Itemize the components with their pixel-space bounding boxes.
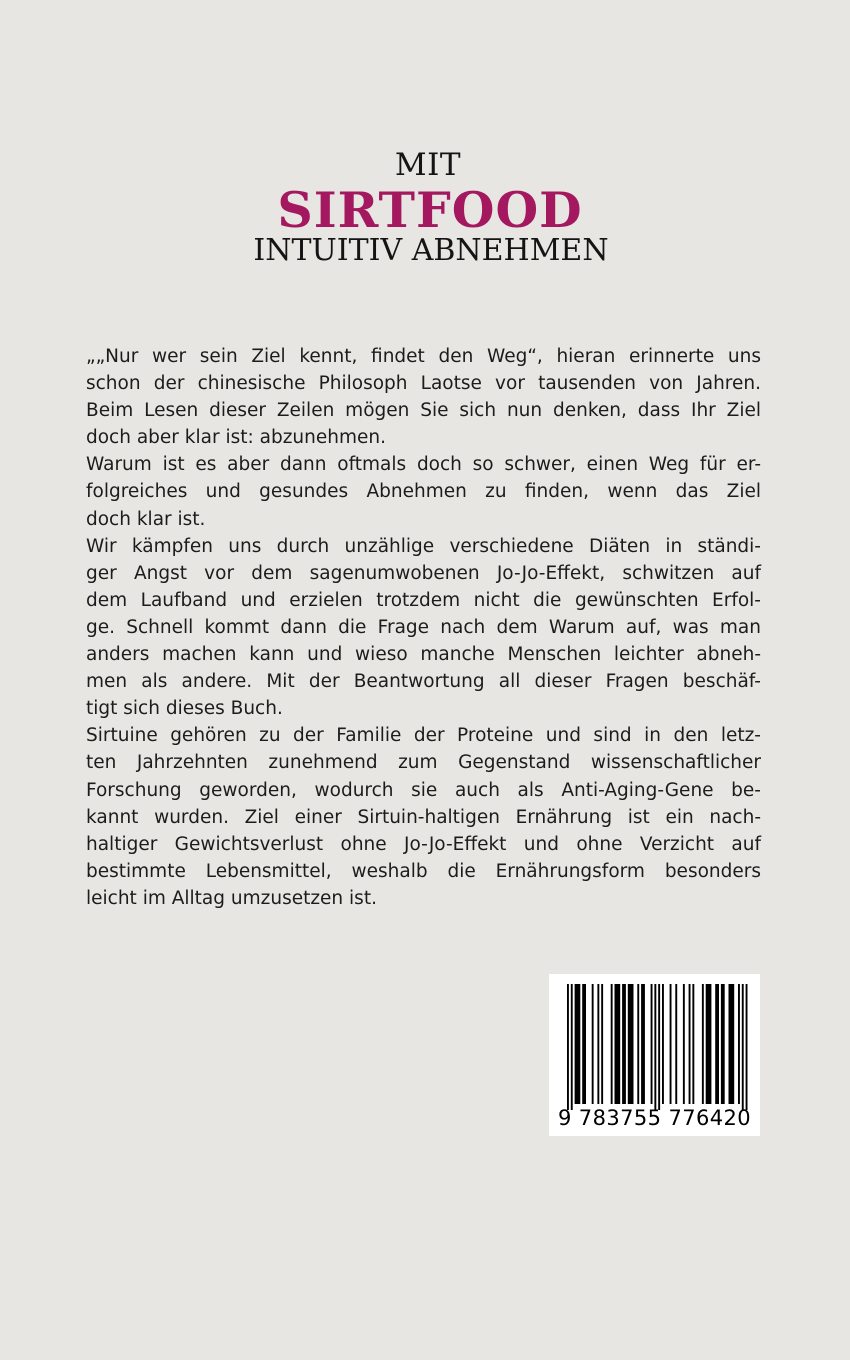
blurb-line: Warum ist es aber dann oftmals doch so schwer, einen Weg für er- (86, 454, 761, 476)
blurb-line: leicht im Alltag umzusetzen ist. (86, 887, 377, 909)
barcode-bar (654, 984, 656, 1110)
barcode-bar (702, 984, 704, 1104)
barcode-bar (567, 984, 569, 1110)
barcode-bar (729, 984, 735, 1104)
back-cover-blurb (86, 343, 761, 912)
barcode-bar (658, 984, 660, 1110)
barcode-bar (689, 984, 691, 1104)
barcode-bar (662, 984, 664, 1104)
blurb-line: haltiger Gewichtsverlust ohne Jo-Jo-Effekt und ohne Verzicht auf (86, 833, 761, 855)
blurb-line: doch aber klar ist: abzunehmen. (86, 427, 386, 449)
blurb-line: Forschung geworden, wodurch sie auch als Anti-Aging-Gene be- (86, 779, 761, 801)
barcode-bar (738, 984, 740, 1104)
blurb-line: „„Nur wer sein Ziel kennt, findet den Weg“, hieran erinnerte uns (86, 346, 761, 367)
title-line-subtitle: INTUITIV ABNEHMEN (253, 233, 609, 268)
blurb-line: bestimmte Lebensmittel, weshalb die Ernährungsform besonders (86, 860, 761, 882)
blurb-line: Wir kämpfen uns durch unzählige verschiedene Diäten in ständi- (86, 535, 761, 557)
blurb-line: kannt wurden. Ziel einer Sirtuin-haltigen Ernährung ist ein nach- (86, 806, 761, 828)
barcode-bar (582, 984, 586, 1104)
barcode-bar (651, 984, 653, 1104)
barcode-bar (592, 984, 594, 1104)
barcode-bar (692, 984, 694, 1104)
blurb-line: Beim Lesen dieser Zeilen mögen Sie sich nun denken, dass Ihr Ziel (86, 400, 761, 422)
barcode-bar (611, 984, 613, 1104)
blurb-line: folgreiches und gesundes Abnehmen zu finden, wenn das Ziel (86, 481, 761, 503)
barcode-bar (571, 984, 573, 1110)
blurb-line: ger Angst vor dem sagenumwobenen Jo-Jo-Effekt, schwitzen auf (86, 562, 761, 584)
barcode-bar (637, 984, 639, 1104)
title-line-sirtfood: SIRTFOOD (277, 181, 583, 239)
barcode-bar (706, 984, 712, 1104)
blurb-line: anders machen kann und wieso manche Menschen leichter abneh- (86, 644, 761, 666)
title-line-mit: MIT (394, 147, 462, 183)
blurb-line: ten Jahrzehnten zunehmend zum Gegenstand wissenschaftlicher (86, 752, 761, 774)
blurb-line: dem Laufband und erzielen trotzdem nicht die gewünschten Erfol- (86, 589, 761, 611)
barcode-bar (683, 984, 685, 1104)
blurb-line: schon der chinesische Philosoph Laotse vor tausenden von Jahren. (86, 373, 761, 395)
barcode-bar (641, 984, 645, 1104)
barcode-bar (715, 984, 719, 1104)
blurb-line: doch klar ist. (86, 508, 206, 530)
barcode-bar (601, 984, 603, 1104)
barcode-bar (742, 984, 744, 1110)
barcode-bar (615, 984, 621, 1104)
isbn-barcode (549, 974, 760, 1136)
barcode-bar (746, 984, 748, 1110)
isbn-number: 9 783755 776420 (557, 1106, 752, 1130)
barcode-bar (622, 984, 626, 1104)
blurb-line: ge. Schnell kommt dann die Frage nach dem Warum auf, was man (86, 616, 761, 638)
barcode-bar (575, 984, 581, 1104)
barcode-bar (628, 984, 634, 1104)
barcode-bar (670, 984, 672, 1104)
book-title (0, 148, 850, 268)
barcode-bar (597, 984, 599, 1104)
blurb-line: Sirtuine gehören zu der Familie der Proteine und sind in den letz- (86, 725, 761, 747)
barcode-bar (675, 984, 677, 1104)
blurb-line: tigt sich dieses Buch. (86, 698, 283, 720)
blurb-line: men als andere. Mit der Beantwortung all dieser Fragen beschäf- (86, 671, 761, 693)
barcode-bar (721, 984, 725, 1104)
